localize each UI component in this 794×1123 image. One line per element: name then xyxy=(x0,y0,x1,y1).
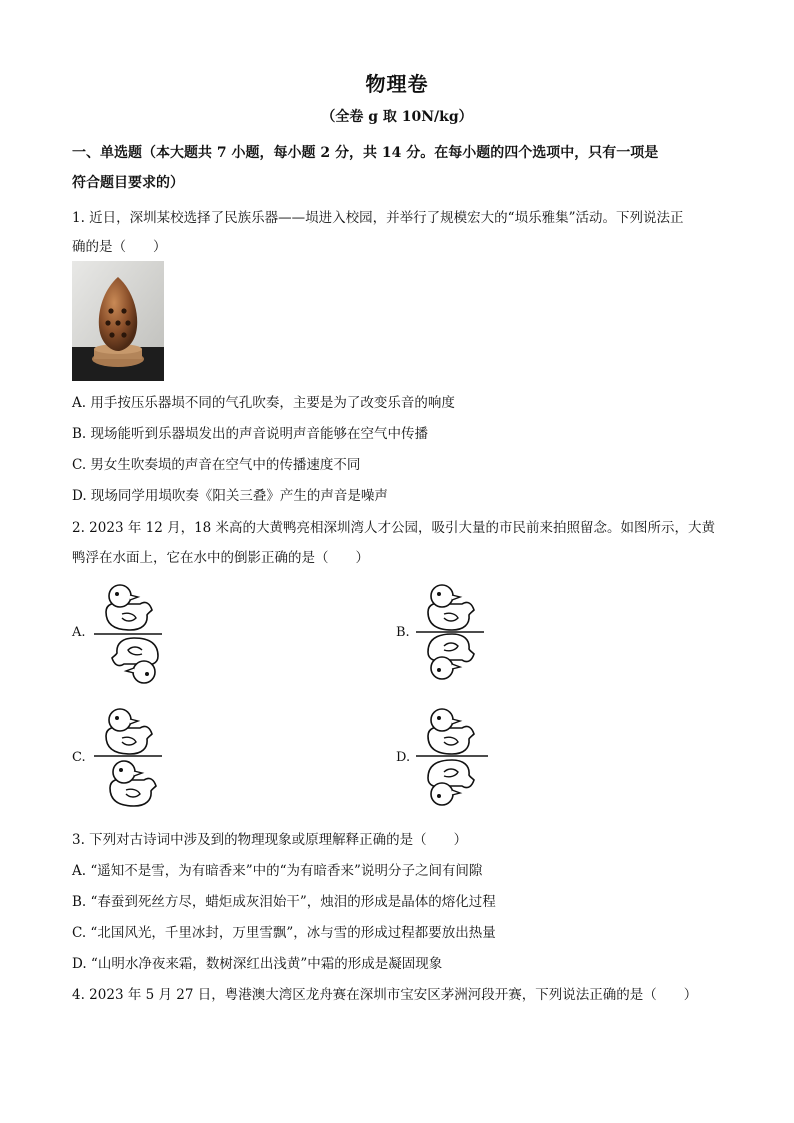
question-3-option-b: B. “春蚕到死丝方尽，蜡炬成灰泪始干”，烛泪的形成是晶体的熔化过程 xyxy=(72,894,496,910)
xun-instrument-photo xyxy=(72,261,164,381)
page-title: 物理卷 xyxy=(365,72,429,96)
section-heading-line1: 一、单选题（本大题共 7 小题，每小题 2 分，共 14 分。在每小题的四个选项中，只有一项是 xyxy=(72,145,659,161)
page-subtitle: （全卷 g 取 10N/kg） xyxy=(321,109,473,125)
question-3-option-d: D. “山明水净夜来霜，数树深红出浅黄”中霜的形成是凝固现象 xyxy=(72,956,443,972)
question-2-line2: 鸭浮在水面上，它在水中的倒影正确的是（ ） xyxy=(72,550,369,566)
duck-diagram-c xyxy=(90,704,190,814)
question-2-line1: 2. 2023 年 12 月，18 米高的大黄鸭亮相深圳湾人才公园，吸引大量的市民前来拍照留念。如图所示，大黄 xyxy=(72,520,716,536)
question-2-option-d-label: D. xyxy=(396,750,411,765)
question-2-option-b-label: B. xyxy=(396,625,410,640)
question-1-line1: 1. 近日，深圳某校选择了民族乐器——埙进入校园，并举行了规模宏大的“埙乐雅集”活动。下列说法正 xyxy=(72,210,684,226)
question-1-option-b: B. 现场能听到乐器埙发出的声音说明声音能够在空气中传播 xyxy=(72,426,429,442)
question-3-option-c: C. “北国风光，千里冰封，万里雪飘”，冰与雪的形成过程都要放出热量 xyxy=(72,925,496,941)
question-1-option-a: A. 用手按压乐器埙不同的气孔吹奏，主要是为了改变乐音的响度 xyxy=(72,395,455,411)
question-3-option-a: A. “遥知不是雪，为有暗香来”中的“为有暗香来”说明分子之间有间隙 xyxy=(72,863,483,879)
question-3-line1: 3. 下列对古诗词中涉及到的物理现象或原理解释正确的是（ ） xyxy=(72,832,468,848)
duck-diagram-d xyxy=(412,704,512,814)
question-1-option-c: C. 男女生吹奏埙的声音在空气中的传播速度不同 xyxy=(72,457,361,473)
duck-diagram-a xyxy=(90,578,190,688)
question-2-option-a-label: A. xyxy=(72,625,86,640)
question-1-line2: 确的是（ ） xyxy=(72,239,167,255)
question-2-option-c-label: C. xyxy=(72,750,86,765)
question-4-line1: 4. 2023 年 5 月 27 日，粤港澳大湾区龙舟赛在深圳市宝安区茅洲河段开赛，下列说法正确的是（ ） xyxy=(72,987,698,1003)
question-1-option-d: D. 现场同学用埙吹奏《阳关三叠》产生的声音是噪声 xyxy=(72,488,388,504)
section-heading-line2: 符合题目要求的） xyxy=(72,175,184,191)
duck-diagram-b xyxy=(412,578,512,688)
